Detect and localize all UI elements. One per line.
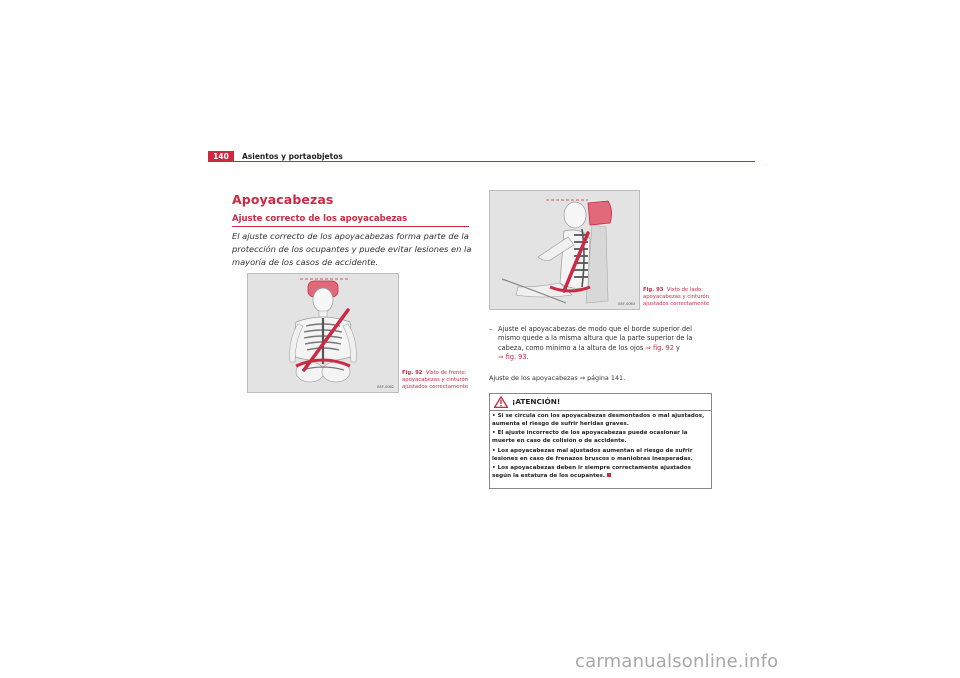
page-reference-note: Ajuste de los apoyacabezas ⇒ página 141. [489, 374, 626, 382]
page-number: 140 [208, 151, 234, 162]
step-end: . [526, 353, 529, 362]
bullet-icon: • [492, 413, 496, 419]
figure-92-caption [402, 370, 474, 391]
link-fig-92[interactable]: ⇒ fig. 92 [645, 343, 674, 352]
caption-label: Fig. 92 [402, 370, 423, 376]
bullet-icon: • [492, 430, 496, 437]
watermark: carmanualsonline.info [575, 651, 779, 672]
warning-title: ¡ATENCIÓN! [512, 397, 561, 406]
section-title: Apoyacabezas [232, 192, 334, 207]
figure-93-caption [643, 287, 715, 308]
header-divider [208, 161, 755, 162]
warning-item: • Los apoyacabezas mal ajustados aumentan el riesgo de sufrir lesiones en caso de frenazos bruscos o maniobras inesperadas. [492, 447, 693, 462]
caption-text: Visto de lado: apoyacabezas y cinturón ajustados correctamente [643, 287, 710, 307]
side-view-illustration [490, 191, 639, 309]
figure-92-front-view [247, 273, 399, 393]
bullet-icon: • [492, 447, 496, 454]
adjustment-step [489, 325, 711, 363]
warning-list [492, 413, 710, 483]
warning-header [490, 394, 711, 408]
bullet-icon: • [492, 465, 496, 472]
figure-code: B5F-0063 [618, 302, 635, 306]
warning-divider [490, 410, 711, 411]
figure-93-side-view [489, 190, 640, 310]
subsection-title: Ajuste correcto de los apoyacabezas [232, 214, 408, 224]
caption-label: Fig. 93 [643, 287, 664, 293]
warning-item: • Los apoyacabezas deben ir siempre correctamente ajustados según la estatura de los ocupantes. [492, 465, 691, 480]
intro-text: El ajuste correcto de los apoyacabezas forma parte de la protección de los ocupantes y puede evitar lesiones en la mayoría de los casos de accidente. [232, 231, 472, 267]
end-of-section-icon [607, 473, 611, 477]
step-dash: – [489, 325, 493, 333]
link-fig-93[interactable]: ⇒ fig. 93 [498, 353, 527, 362]
caption-text: Visto de frente: apoyacabezas y cinturón ajustados correctamente [402, 370, 469, 390]
step-text: Ajuste el apoyacabezas de modo que el borde superior del mismo quede a la misma altura que la parte superior de la cabeza, como mínimo a la altura de los ojos [498, 325, 693, 352]
figure-code: B5F-0062 [377, 385, 394, 389]
warning-box [489, 393, 712, 489]
warning-item: • Si se circula con los apoyacabezas desmontados o mal ajustados, aumenta el riesgo de sufrir heridas graves. [492, 413, 705, 427]
front-view-illustration [248, 274, 398, 392]
warning-triangle-icon [494, 396, 508, 408]
warning-item: • El ajuste incorrecto de los apoyacabezas puede ocasionar la muerte en caso de colisión o de accidente. [492, 430, 688, 445]
chapter-title: Asientos y portaobjetos [242, 152, 343, 161]
subsection-divider [232, 226, 469, 227]
step-conjunction: y [673, 343, 680, 352]
